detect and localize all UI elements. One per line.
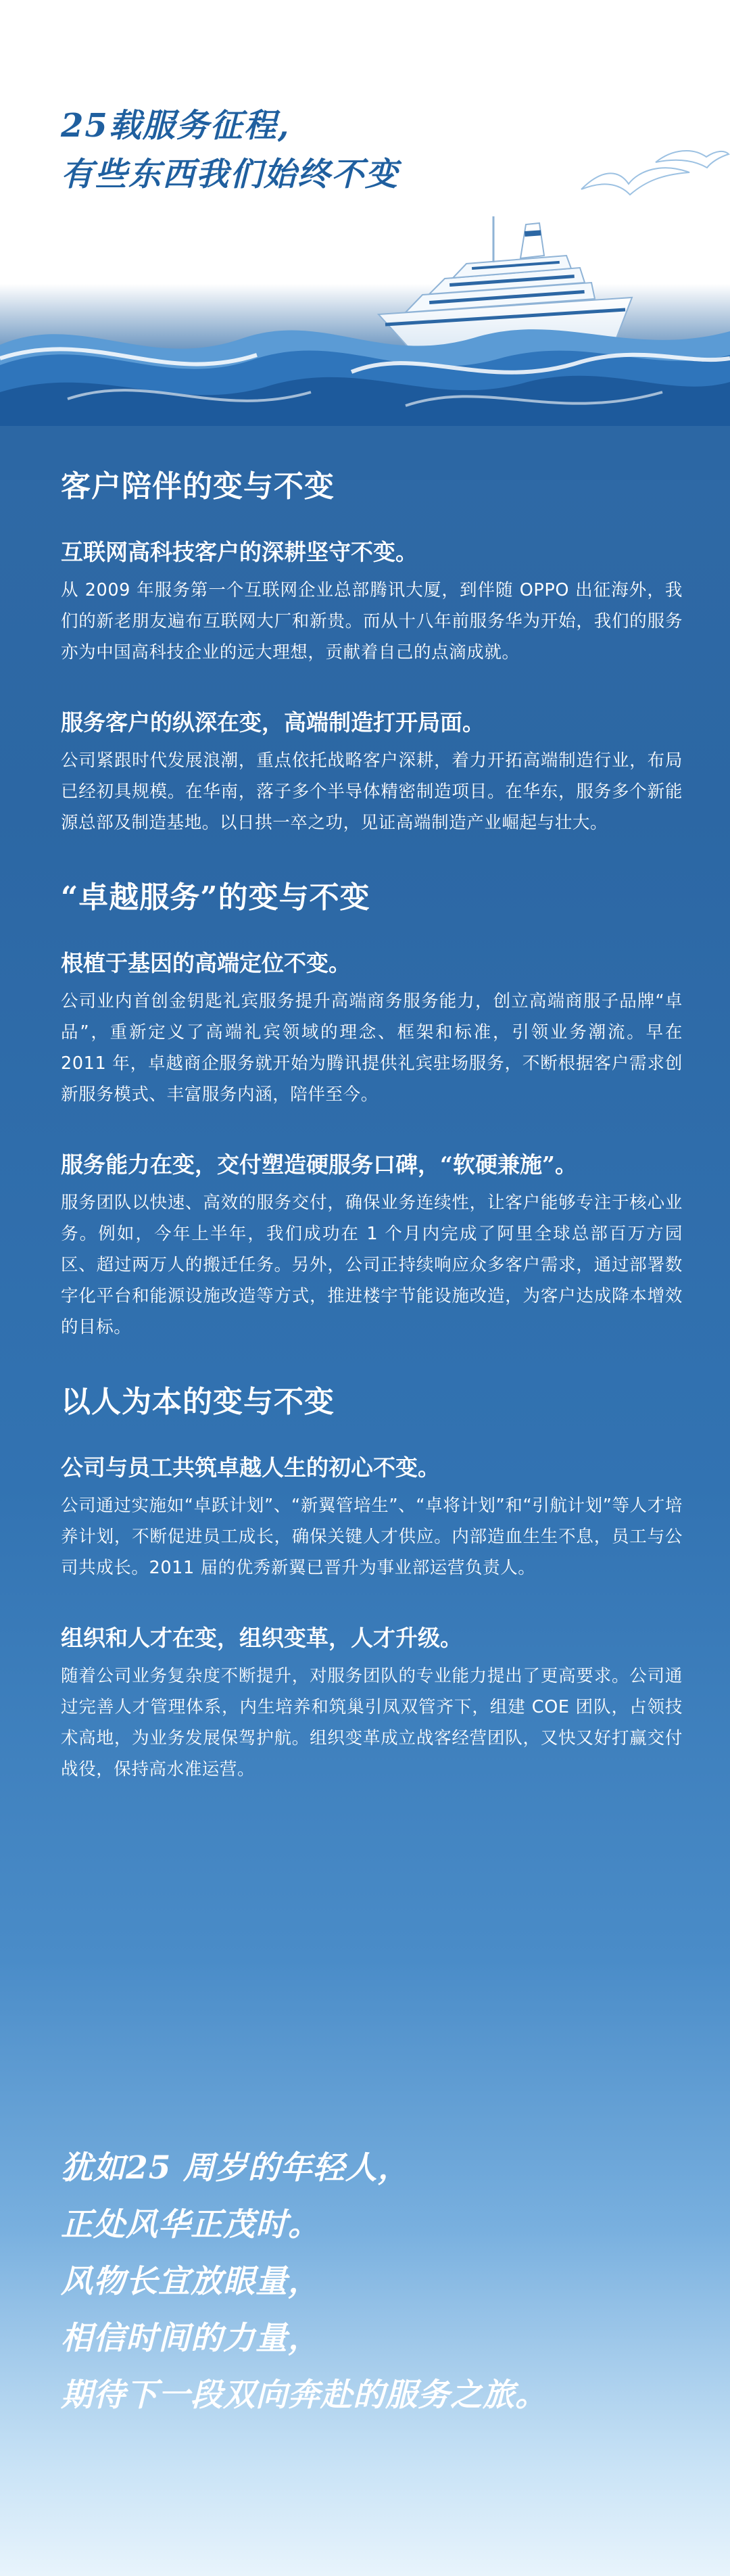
section-customer [61, 467, 683, 838]
item-heading: 根植于基因的高端定位不变。 [61, 950, 351, 976]
closing-line: 犹如25 周岁的年轻人， [61, 2149, 410, 2187]
item-body: 从 2009 年服务第一个互联网企业总部腾讯大厦，到伴随 OPPO 出征海外，我们的新老朋友遍布互联网大厂和新贵。而从十八年前服务华为开始，我们的服务亦为中国高科技企业的远大理想，贡献着自己的点滴成就。 [61, 580, 683, 663]
item-heading: 服务能力在变，交付塑造硬服务口碑，“软硬兼施”。 [61, 1151, 577, 1178]
hero-title [61, 101, 399, 199]
section-people [61, 1382, 683, 1785]
hero-title-line-2: 有些东西我们始终不变 [61, 156, 399, 193]
hero-title-line-1: 25载服务征程, [61, 107, 291, 145]
ocean-waves-graphic [0, 291, 730, 480]
section-service [61, 878, 683, 1343]
item-heading: 互联网高科技客户的深耕坚守不变。 [61, 539, 418, 565]
main-content [61, 467, 683, 1824]
closing-line: 相信时间的力量， [61, 2320, 320, 2357]
item-heading: 公司与员工共筑卓越人生的初心不变。 [61, 1454, 440, 1481]
item-body: 公司紧跟时代发展浪潮，重点依托战略客户深耕，着力开拓高端制造行业，布局已经初具规模。在华南，落子多个半导体精密制造项目。在华东，服务多个新能源总部及制造基地。以日拱一卒之功，见证高端制造产业崛起与壮大。 [61, 750, 683, 833]
closing-line: 风物长宜放眼量， [61, 2263, 320, 2300]
item-heading: 服务客户的纵深在变，高端制造打开局面。 [61, 709, 485, 736]
section-title: 客户陪伴的变与不变 [61, 469, 335, 504]
closing-message [61, 2140, 548, 2424]
item-body: 服务团队以快速、高效的服务交付，确保业务连续性，让客户能够专注于核心业务。例如，今年上半年，我们成功在 1 个月内完成了阿里全球总部百万方园区、超过两万人的搬迁任务。另外，公司正持续响应众多客户需求，通过部署数字化平台和能源设施改造等方式，推进楼宇节能设施改造，为客户达成降本增效的目标。 [61, 1193, 683, 1337]
item-body: 随着公司业务复杂度不断提升，对服务团队的专业能力提出了更高要求。公司通过完善人才管理体系，内生培养和筑巢引凤双管齐下，组建 COE 团队，占领技术高地，为业务发展保驾护航。组织变革成立战客经营团队，又快又好打赢交付战役，保持高水准运营。 [61, 1666, 683, 1780]
item-heading: 组织和人才在变，组织变革，人才升级。 [61, 1625, 462, 1651]
section-title: “卓越服务”的变与不变 [61, 880, 370, 915]
section-title: 以人为本的变与不变 [61, 1385, 335, 1419]
closing-line: 正处风华正茂时。 [61, 2206, 320, 2243]
item-body: 公司通过实施如“卓跃计划”、“新翼管培生”、“卓将计划”和“引航计划”等人才培养计划，不断促进员工成长，确保关键人才供应。内部造血生生不息，员工与公司共成长。2011 届的优秀新翼已晋升为事业部运营负责人。 [61, 1496, 683, 1578]
closing-line: 期待下一段双向奔赴的服务之旅。 [61, 2377, 548, 2414]
item-body: 公司业内首创金钥匙礼宾服务提升高端商务服务能力，创立高端商服子品牌“卓品”，重新定义了高端礼宾领域的理念、框架和标准，引领业务潮流。早在 2011 年，卓越商企服务就开始为腾讯提供礼宾驻场服务，不断根据客户需求创新服务模式、丰富服务内涵，陪伴至今。 [61, 991, 683, 1105]
